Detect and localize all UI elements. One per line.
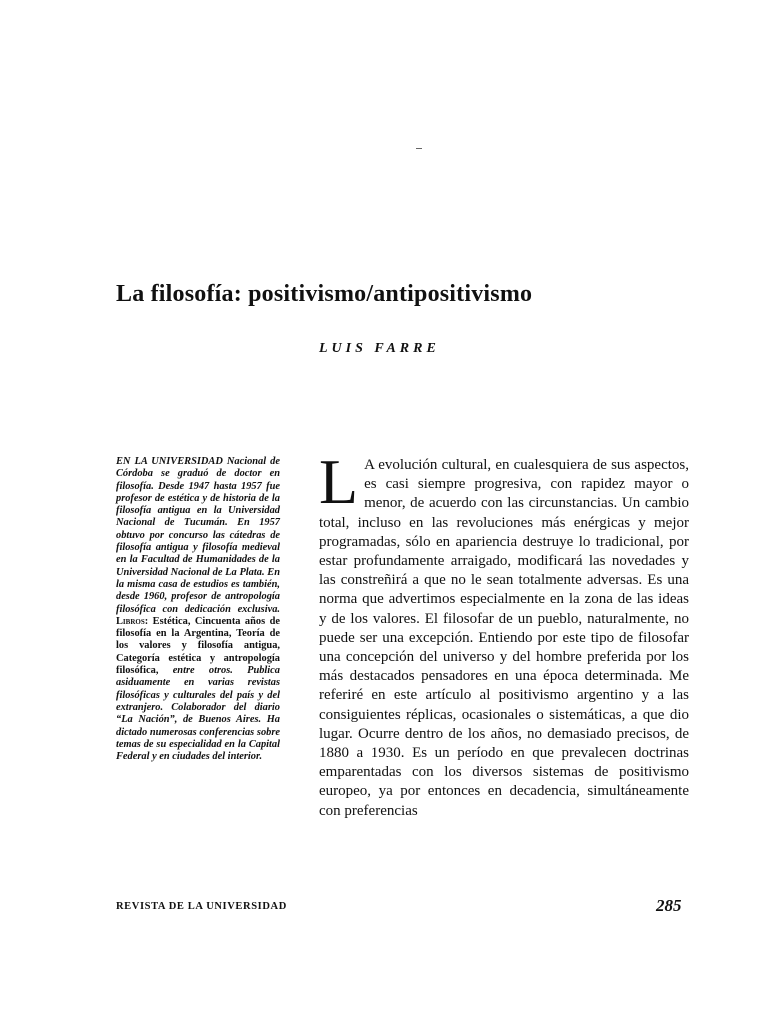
bio-italic-part-2: entre otros. Publica asiduamente en varias revistas filosóficas y culturales del país y del extranjero. Colaborador del diario “La Nación”, de Buenos Aires. Ha dictado numerosas conferencias sobre temas de su especialidad en la Capital Federal y en ciudades del interior. xyxy=(116,665,280,763)
page-number: 285 xyxy=(656,896,682,915)
scan-mark xyxy=(416,148,422,149)
drop-cap: L xyxy=(319,456,359,517)
article-title: La filosofía: positivismo/antipositivismo xyxy=(116,281,533,307)
books-label: Libros: xyxy=(116,615,149,627)
author-name: LUIS FARRE xyxy=(319,341,440,356)
journal-name: REVISTA DE LA UNIVERSIDAD xyxy=(116,901,287,912)
body-paragraph: A evolución cultural, en cualesquiera de sus aspectos, es casi siempre progresiva, con rapidez mayor o menor, de acuerdo con las circunstancias. Un cambio total, incluso en las revoluciones más enérgicas y mejor programadas, sólo en apariencia destruye lo tradicional, por estar profundamente arraigado, modificará las novedades y las constreñirá a que no le sean totalmente adversas. Es una norma que advertimos especialmente en la zona de las ideas y de los valores. El filosofar de un pueblo, naturalmente, no puede ser una excepción. Entiendo por este tipo de filosofar una concepción del universo y del hombre preferida por los más destacados pensadores en una época determinada. Me referiré en este artículo al positivismo argentino y a las consiguientes réplicas, ocasionales o sistemáticas, a que dio lugar. Ocurre dentro de los años, no demasiado precisos, de 1880 a 1930. Es un período en que prevalecen doctrinas emparentadas con los diversos sistemas de positivismo europeo, ya por entonces en decadencia, simultáneamente con preferencias xyxy=(319,457,689,819)
author-bio xyxy=(116,456,280,763)
books-list: Estética, Cincuenta años de filosofía en la Argentina, Teoría de los valores y filosofía antigua, Categoría estética y antropología filosófica, xyxy=(116,615,280,677)
bio-italic-part-1: EN LA UNIVERSIDAD Nacional de Córdoba se graduó de doctor en filosofía. Desde 1947 hasta 1957 fue profesor de estética y de historia de la filosofía antigua en la Universidad Nacional de Tucumán. En 1957 obtuvo por concurso las cátedras de filosofía antigua y filosofía medieval en la Facultad de Humanidades de la Universidad Nacional de La Plata. En la misma casa de estudios es también, desde 1960, profesor de antropología filosófica con dedicación exclusiva. xyxy=(116,456,280,615)
article-body xyxy=(319,456,689,882)
author-bio-sidebar xyxy=(116,456,280,763)
